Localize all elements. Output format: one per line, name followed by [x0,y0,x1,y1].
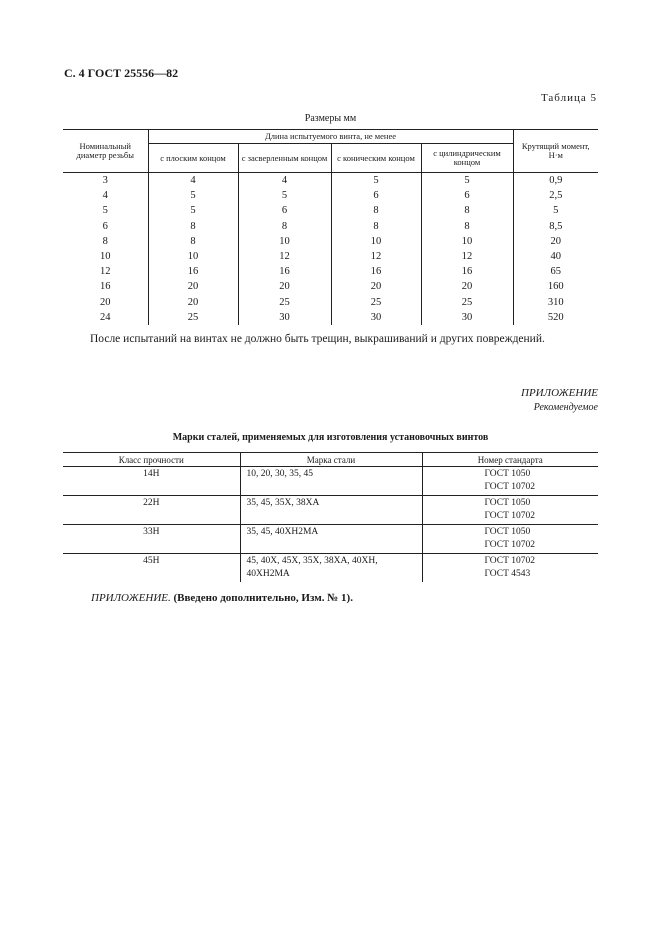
standard-line: ГОСТ 1050 [484,527,531,537]
steel-grade-line: 10, 20, 30, 35, 45 [246,469,313,479]
standard-cell [422,554,598,583]
table-cell: 8 [421,219,513,234]
col-torque: Крутящий момент, Н·м [513,130,598,173]
col-nominal-diameter: Номинальный диаметр резьбы [63,130,148,173]
table-cell: 2,5 [549,190,563,202]
steel-grades-body [63,467,598,583]
torque-table [63,129,598,325]
standard-line: ГОСТ 10702 [484,556,535,566]
table-row [63,234,598,249]
table-row [63,188,598,203]
col-flat-end: с плоским концом [148,144,238,173]
table-cell: 65 [550,266,561,278]
table-cell: 5 [553,205,559,217]
standard-line: ГОСТ 10702 [484,511,535,521]
table-cell: 4 [63,188,148,203]
table-cell: 16 [238,264,331,279]
steel-grade-line: 35, 45, 35Х, 38ХА [246,498,320,508]
table-cell: 310 [547,296,564,308]
table-cell: 5 [63,203,148,218]
table-cell: 12 [421,249,513,264]
steel-grade-line: 45, 40Х, 45Х, 35Х, 38ХА, 40ХН, [246,556,378,566]
table-cell: 20 [238,279,331,294]
table-cell: 5 [238,188,331,203]
table-cell: 6 [238,203,331,218]
table-cell: 16 [63,279,148,294]
table-cell: 10 [421,234,513,249]
strength-class-cell: 22Н [63,496,240,525]
table-cell: 6 [331,188,421,203]
table-cell: 5 [148,203,238,218]
table-cell: 12 [63,264,148,279]
table-cell: 20 [63,295,148,310]
table-cell: 4 [238,173,331,189]
table-cell: 8 [148,219,238,234]
table-cell: 20 [331,279,421,294]
table-cell: 10 [331,234,421,249]
standard-line: ГОСТ 1050 [484,469,531,479]
table-cell: 24 [63,310,148,325]
table-row [63,295,598,310]
table-row [63,310,598,325]
appendix-label: ПРИЛОЖЕНИЕ [521,387,598,399]
table-row [63,467,598,496]
table-row [63,279,598,294]
table-cell: 8 [148,234,238,249]
table-cell: 5 [331,173,421,189]
table-cell: 30 [331,310,421,325]
table-cell: 20 [550,235,561,247]
steel-grades-table [63,452,598,582]
table-row [63,173,598,189]
table-cell: 12 [238,249,331,264]
steel-grade-cell [240,496,422,525]
table-cell: 25 [331,295,421,310]
table-cell: 6 [63,219,148,234]
standard-line: ГОСТ 10702 [484,540,535,550]
table-cell: 16 [148,264,238,279]
table-cell: 8 [238,219,331,234]
table-cell: 25 [148,310,238,325]
col-length-group: Длина испытуемого винта, не менее [148,130,513,144]
appendix-status: Рекомендуемое [533,402,598,413]
table-cell: 6 [421,188,513,203]
standard-cell [422,467,598,496]
table-cell: 16 [421,264,513,279]
table-cell: 20 [148,279,238,294]
table-row [63,525,598,554]
table-caption: Размеры мм [304,113,357,124]
table-cell: 3 [63,173,148,189]
table-cell: 5 [421,173,513,189]
table-row [63,554,598,583]
col-drilled-end: с засверленным концом [238,144,331,173]
table-cell: 8 [331,219,421,234]
torque-table-body [63,173,598,325]
table-cell: 10 [148,249,238,264]
strength-class-cell: 33Н [63,525,240,554]
standard-cell [422,525,598,554]
col-strength-class: Класс прочности [63,453,240,467]
col-steel-grade: Марка стали [240,453,422,467]
col-conical-end: с коническим концом [331,144,421,173]
table-cell: 5 [148,188,238,203]
table-cell: 10 [63,249,148,264]
table-cell: 12 [331,249,421,264]
steel-grade-cell [240,554,422,583]
table-row [63,249,598,264]
table-cell: 10 [238,234,331,249]
table-row [63,264,598,279]
table-cell: 4 [148,173,238,189]
table-cell: 20 [421,279,513,294]
amendment-note-text: (Введено дополнительно, Изм. № 1). [173,592,353,604]
table-cell: 20 [148,295,238,310]
table-cell: 25 [238,295,331,310]
paragraph: После испытаний на винтах не должно быть трещин, выкрашиваний и других повреждений. [90,333,545,345]
table-row [63,203,598,218]
steel-grade-cell [240,525,422,554]
table-row [63,219,598,234]
amendment-note [91,592,353,604]
table-cell: 8 [63,234,148,249]
steel-grade-cell [240,467,422,496]
table-cell: 8 [331,203,421,218]
strength-class-cell: 45Н [63,554,240,583]
table-number: Таблица 5 [540,92,597,104]
table-cell: 520 [547,311,564,323]
standard-cell [422,496,598,525]
page-header: С. 4 ГОСТ 25556—82 [64,66,179,80]
steel-grade-line: 35, 45, 40ХН2МА [246,527,319,537]
table-cell: 8,5 [549,220,563,232]
standard-line: ГОСТ 10702 [484,482,535,492]
col-cylindrical-end: с цилиндрическим концом [421,144,513,173]
table-cell: 0,9 [549,175,563,187]
col-standard-number: Номер стандарта [422,453,598,467]
strength-class-cell: 14Н [63,467,240,496]
appendix-title: Марки сталей, применяемых для изготовления установочных винтов [172,432,489,443]
table-cell: 30 [421,310,513,325]
table-cell: 25 [421,295,513,310]
table-cell: 8 [421,203,513,218]
table-cell: 40 [550,251,561,263]
table-cell: 16 [331,264,421,279]
standard-line: ГОСТ 4543 [484,569,531,579]
amendment-note-label: ПРИЛОЖЕНИЕ. [91,592,171,604]
table-cell: 30 [238,310,331,325]
table-cell: 160 [547,281,564,293]
table-row [63,496,598,525]
standard-line: ГОСТ 1050 [484,498,531,508]
steel-grade-line: 40ХН2МА [246,569,290,579]
